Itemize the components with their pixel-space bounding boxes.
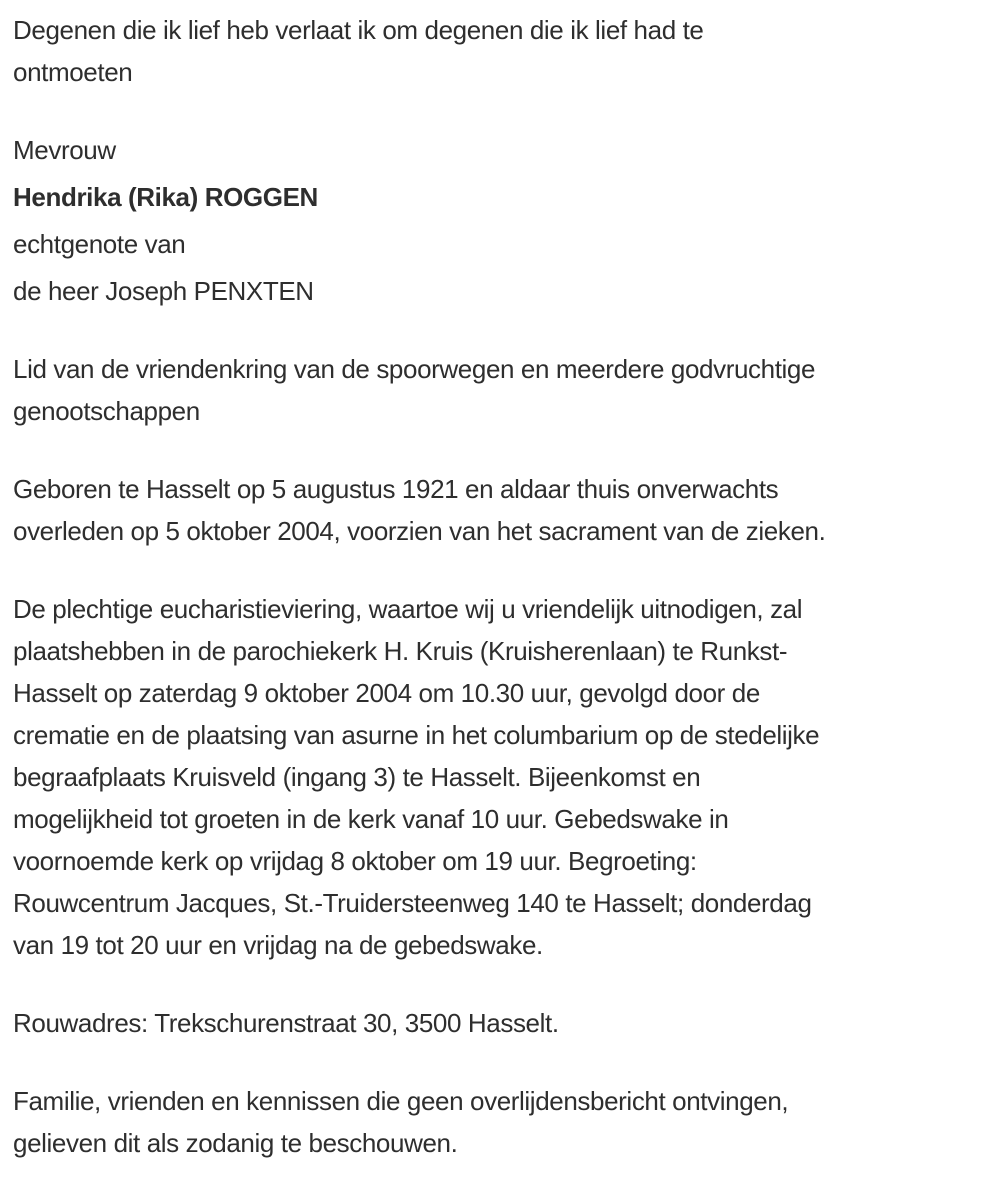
birth-death-line-1: Geboren te Hasselt op 5 augustus 1921 en aldaar thuis onverwachts <box>13 474 779 504</box>
mourning-address <box>13 1002 978 1044</box>
deceased-name <box>13 176 978 218</box>
epitaph <box>13 9 978 93</box>
birth-death <box>13 468 978 552</box>
service-details-line-6: mogelijkheid tot groeten in de kerk vanaf 10 uur. Gebedswake in <box>13 804 729 834</box>
epitaph-line-1: Degenen die ik lief heb verlaat ik om degenen die ik lief had te <box>13 15 704 45</box>
service-details-line-7: voornoemde kerk op vrijdag 8 oktober om 19 uur. Begroeting: <box>13 846 697 876</box>
mourning-address-line-1: Rouwadres: Trekschurenstraat 30, 3500 Hasselt. <box>13 1008 559 1038</box>
notice <box>13 1080 978 1164</box>
memberships-line-1: Lid van de vriendenkring van de spoorwegen en meerdere godvruchtige <box>13 354 816 384</box>
service-details <box>13 588 978 966</box>
spouse-name-line-1: de heer Joseph PENXTEN <box>13 276 314 306</box>
spouse-relation-line-1: echtgenote van <box>13 229 186 259</box>
birth-death-line-2: overleden op 5 oktober 2004, voorzien van het sacrament van de zieken. <box>13 516 826 546</box>
service-details-line-9: van 19 tot 20 uur en vrijdag na de gebedswake. <box>13 930 543 960</box>
salutation-line-1: Mevrouw <box>13 135 116 165</box>
salutation <box>13 129 978 171</box>
service-details-line-2: plaatshebben in de parochiekerk H. Kruis (Kruisherenlaan) te Runkst- <box>13 636 788 666</box>
epitaph-line-2: ontmoeten <box>13 57 133 87</box>
service-details-line-4: crematie en de plaatsing van asurne in het columbarium op de stedelijke <box>13 720 820 750</box>
memberships <box>13 348 978 432</box>
memberships-line-2: genootschappen <box>13 396 200 426</box>
service-details-line-3: Hasselt op zaterdag 9 oktober 2004 om 10.30 uur, gevolgd door de <box>13 678 760 708</box>
notice-line-2: gelieven dit als zodanig te beschouwen. <box>13 1128 458 1158</box>
spouse-relation <box>13 223 978 265</box>
deceased-name-line-1: Hendrika (Rika) ROGGEN <box>13 182 318 212</box>
service-details-line-1: De plechtige eucharistieviering, waartoe wij u vriendelijk uitnodigen, zal <box>13 594 803 624</box>
notice-line-1: Familie, vrienden en kennissen die geen overlijdensbericht ontvingen, <box>13 1086 789 1116</box>
service-details-line-5: begraafplaats Kruisveld (ingang 3) te Hasselt. Bijeenkomst en <box>13 762 701 792</box>
spouse-name <box>13 270 978 312</box>
service-details-line-8: Rouwcentrum Jacques, St.-Truidersteenweg 140 te Hasselt; donderdag <box>13 888 812 918</box>
